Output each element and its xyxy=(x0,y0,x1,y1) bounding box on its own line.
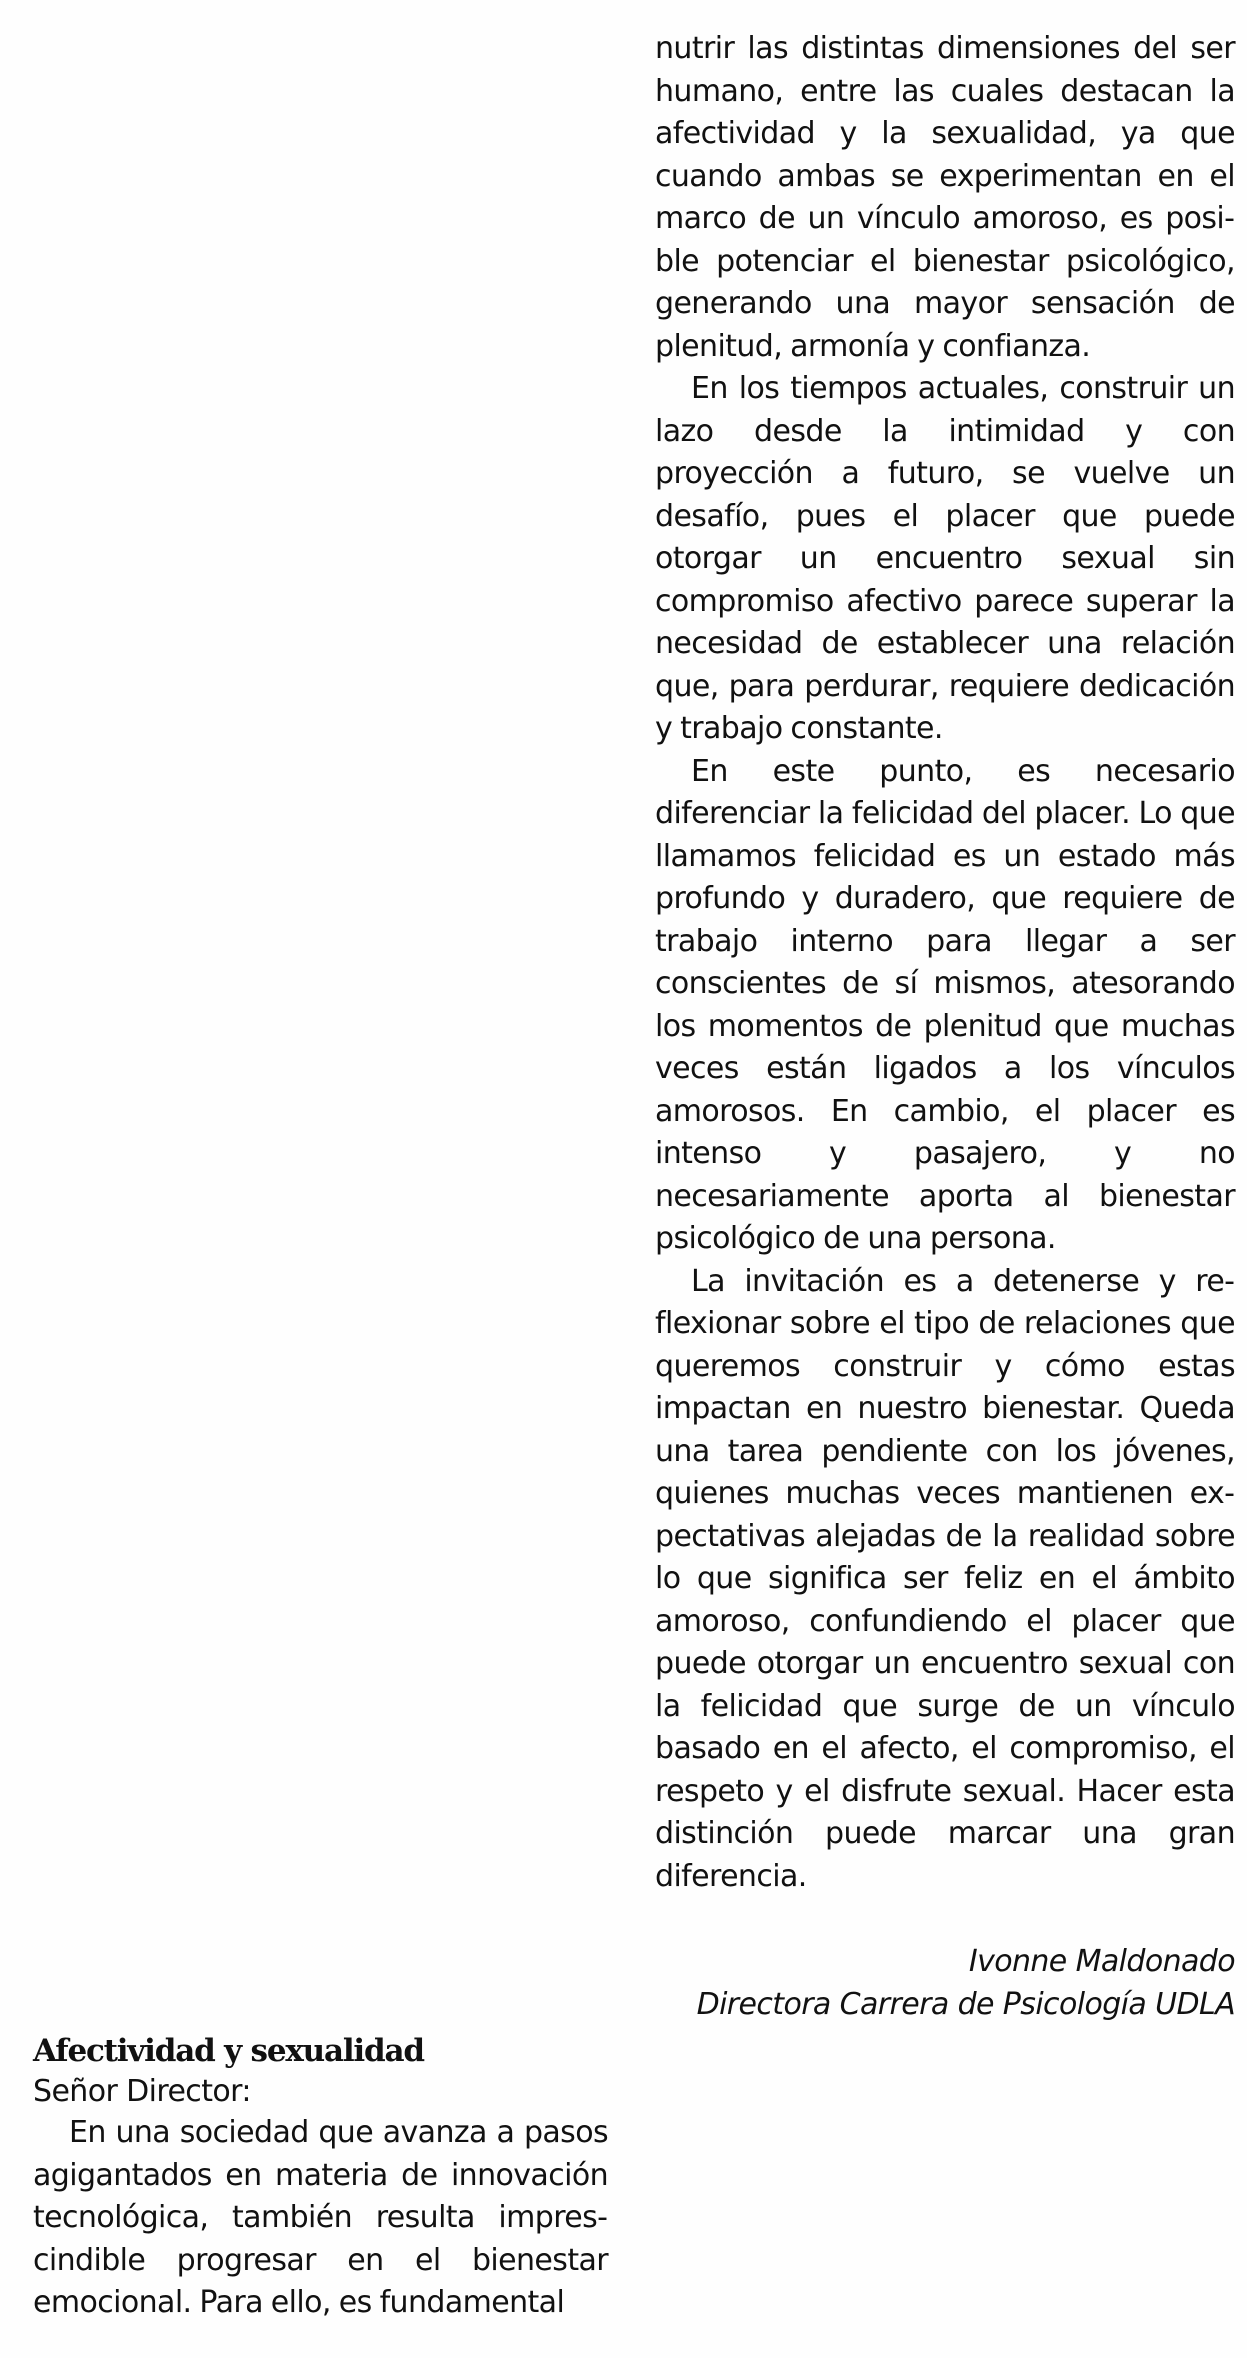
author-name: Ivonne Maldonado xyxy=(968,1944,1235,1979)
author-role: Directora Carrera de Psicología UDLA xyxy=(696,1987,1235,2022)
salutation: Señor Director: xyxy=(33,2074,251,2109)
body-paragraph: nutrir las distintas dimensiones del ser humano, entre las cuales destacan la afectividad y la sexualidad, ya que cuando ambas se experimentan en el marco de un vínculo amoroso, es posible potenciar el bienestar psicológico, generando una mayor sensación de plenitud, armonía y confianza. xyxy=(655,31,1235,364)
body-paragraph: En este punto, es necesario diferenciar la felicidad del placer. Lo que llamamos felicidad es un estado más profundo y duradero, que requiere de trabajo interno para llegar a ser conscientes de sí mismos, atesorando los momentos de plenitud que muchas veces están ligados a los vínculos amorosos. En cambio, el placer es intenso y pasajero, y no necesariamente aporta al bienestar psicológico de una persona. xyxy=(655,753,1235,1256)
letter-continuation-column xyxy=(655,28,1235,2026)
body-paragraph: La invitación es a detenerse y reflexionar sobre el tipo de relaciones que queremos construir y cómo estas impactan en nuestro bienestar. Queda una tarea pendiente con los jóvenes, quienes muchas veces mantienen expectativas alejadas de la realidad sobre lo que significa ser feliz en el ámbito amoroso, confundiendo el placer que puede otorgar un encuentro sexual con la felicidad que surge de un vínculo basado en el afecto, el compromiso, el respeto y el disfrute sexual. Hacer esta distinción puede marcar una gran diferencia. xyxy=(655,1263,1235,1894)
body-paragraph: En los tiempos actuales, construir un lazo desde la intimidad y con proyección a futuro, se vuelve un desafío, pues el placer que puede otorgar un encuentro sexual sin compromiso afectivo parece superar la necesidad de establecer una relación que, para perdurar, requiere dedicación y trabajo constante. xyxy=(655,371,1235,746)
signature-block xyxy=(655,1940,1235,2026)
letter-title: Afectividad y sexualidad xyxy=(33,2033,424,2069)
body-paragraph: En una sociedad que avanza a pasos agigantados en materia de innovación tecnológica, también resulta imprescindible progresar en el bienestar emocional. Para ello, es fundamental xyxy=(33,2115,608,2320)
letter-start-column xyxy=(33,2030,608,2325)
